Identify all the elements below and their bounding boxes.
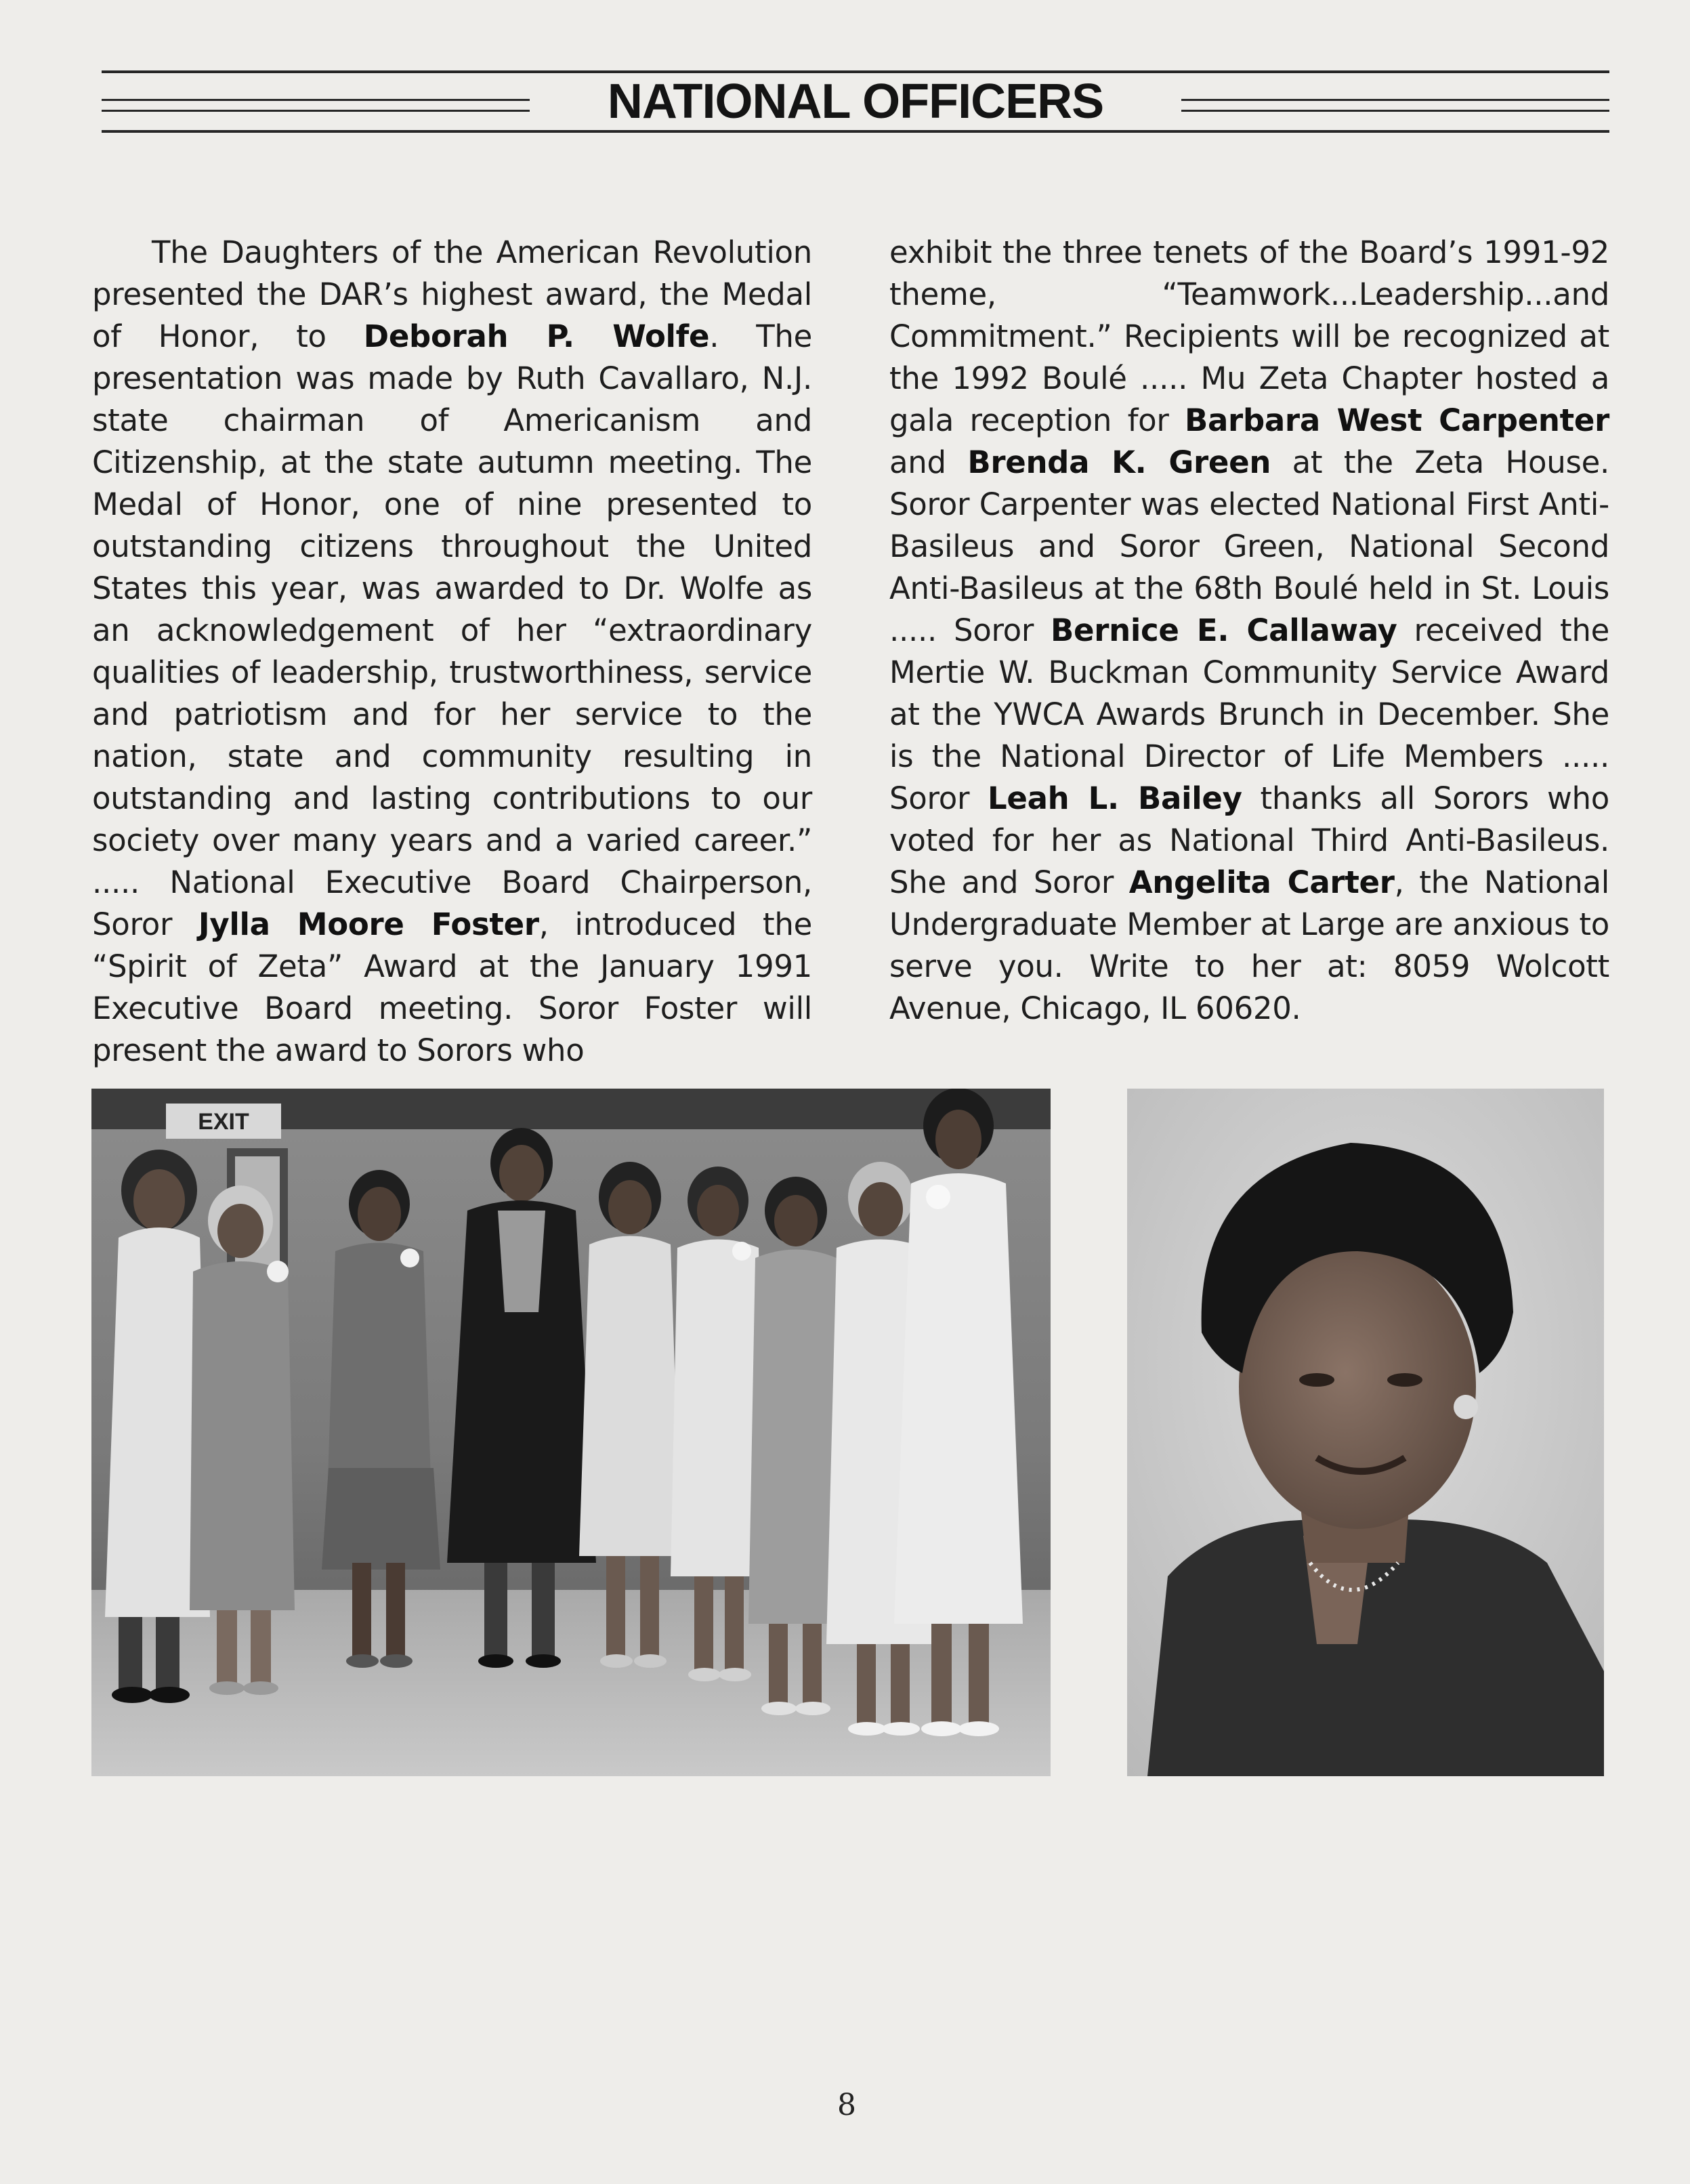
page-number: 8 [837, 2088, 856, 2122]
article-paragraph-left [92, 232, 812, 1072]
honoree-name: Deborah P. Wolfe [363, 318, 710, 354]
header-line-right-upper [1181, 99, 1609, 101]
group-photo-illustration [91, 1089, 1051, 1776]
article-column-right [889, 232, 1609, 1030]
text-run: and [889, 444, 968, 480]
text-run: The Daughters of the American Revolution presented the DAR’s highest award, the Medal of Honor, to [92, 234, 812, 354]
text-run: . The presentation was made by Ruth Cavallaro, N.J. state chairman of Americanism and Citizenship, at the state autumn meeting. The Medal of Honor, one of nine presented to outstanding citizens throughout the United States this year, was awarded to Dr. Wolfe as an acknowledgement of her “extraordinary qualities of leadership, trustworthiness, service and patriotism and for her service to the nation, state and community resulting in outstanding and lasting contributions to our society over many years and a varied career.” ..... National Executive Board Chairperson, Soror [92, 318, 812, 942]
honoree-name: Bernice E. Callaway [1051, 612, 1397, 648]
honoree-name: Barbara West Carpenter [1184, 402, 1609, 438]
text-run: , introduced the “Spirit of Zeta” Award at the January 1991 Executive Board meeting. Soror Foster will present the award to Sorors who [92, 906, 812, 1068]
page-title: NATIONAL OFFICERS [607, 75, 1104, 129]
header-line-left-upper [102, 99, 530, 101]
text-run: received the Mertie W. Buckman Community Service Award at the YWCA Awards Brunch in December. She is the National Director of Life Members ..... Soror [889, 612, 1609, 816]
earring [1454, 1395, 1478, 1419]
header-line-right-lower [1181, 110, 1609, 112]
honoree-name: Angelita Carter [1128, 864, 1395, 900]
text-run: , the National Undergraduate Member at Large are anxious to serve you. Write to her at: 8059 Wolcott Avenue, Chicago, IL 60620. [889, 864, 1609, 1026]
text-run: exhibit the three tenets of the Board’s 1991-92 theme, “Teamwork...Leadership...and Commitment.” Recipients will be recognized at the 1992 Boulé ..... Mu Zeta Chapter hosted a gala reception for [889, 234, 1609, 438]
exit-sign-text: EXIT [198, 1109, 249, 1135]
group-photo [91, 1089, 1051, 1776]
section-header [102, 70, 1609, 135]
article-paragraph-right [889, 232, 1609, 1030]
header-rule-bottom [102, 130, 1609, 133]
portrait-photo [1127, 1089, 1604, 1776]
text-run: thanks all Sorors who voted for her as National Third Anti-Basileus. She and Soror [889, 780, 1609, 900]
honoree-name: Leah L. Bailey [988, 780, 1242, 816]
honoree-name: Brenda K. Green [967, 444, 1271, 480]
article-column-left [92, 232, 812, 1072]
text-run: at the Zeta House. Soror Carpenter was elected National First Anti-Basileus and Soror Green, National Second Anti-Basileus at the 68th Boulé held in St. Louis ..... Soror [889, 444, 1609, 648]
portrait-photo-illustration [1127, 1089, 1604, 1776]
header-line-left-lower [102, 110, 530, 112]
honoree-name: Jylla Moore Foster [198, 906, 539, 942]
